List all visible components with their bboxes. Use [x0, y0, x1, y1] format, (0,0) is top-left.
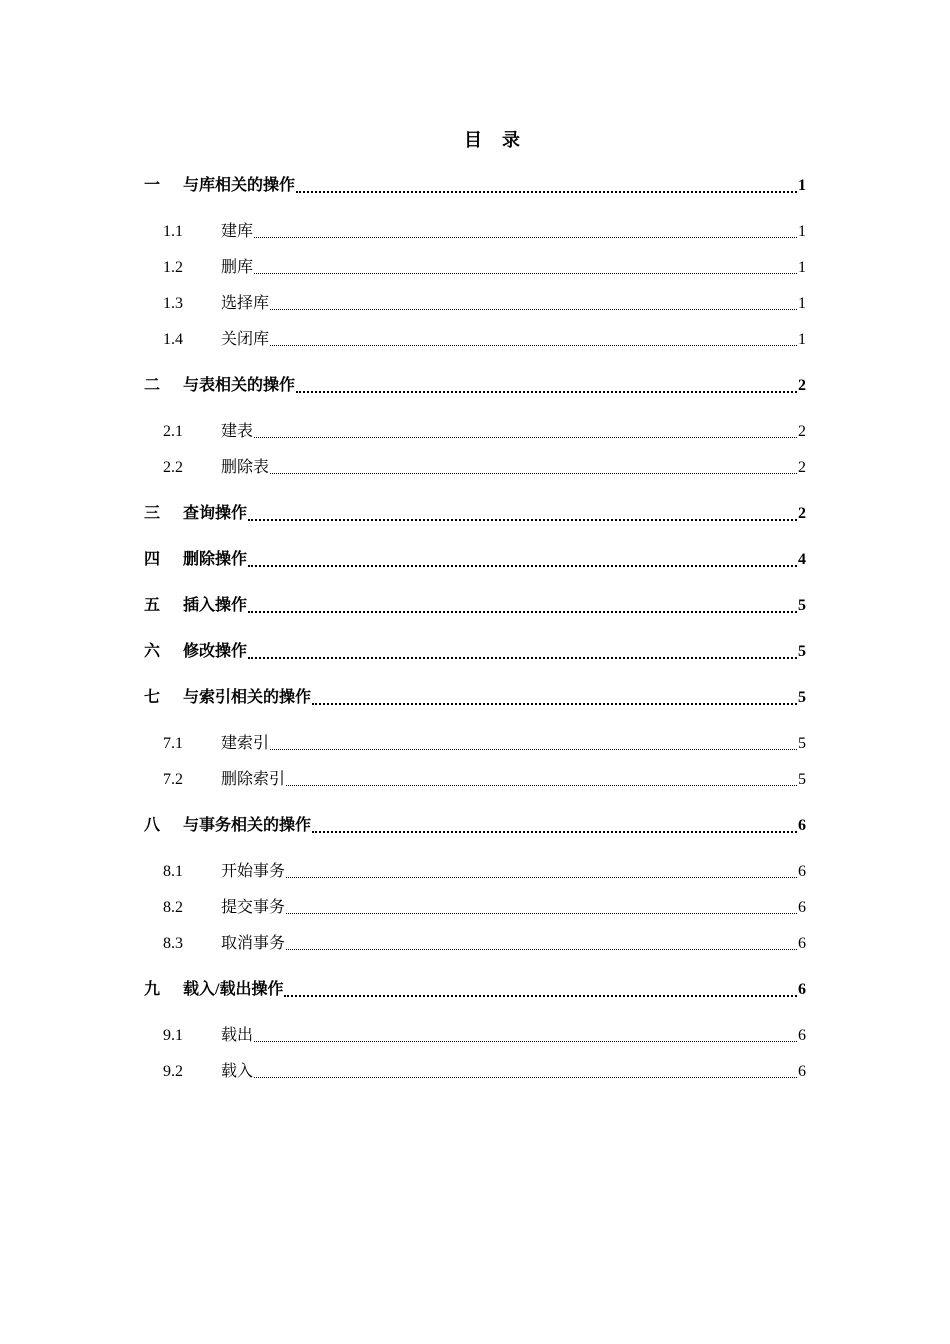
toc-entry-number: 9.1	[163, 1027, 183, 1044]
toc-entry-page: 1	[798, 331, 806, 348]
toc-dot-leader	[248, 549, 797, 571]
toc-entry-number: 五	[144, 597, 161, 614]
toc-entry-label: 与表相关的操作	[183, 377, 296, 394]
toc-entry-label: 与索引相关的操作	[183, 689, 312, 706]
toc-entry-label: 提交事务	[221, 899, 286, 916]
toc-entry[interactable]	[144, 421, 806, 443]
toc-entry[interactable]	[144, 733, 806, 755]
toc-entry-number: 九	[144, 981, 161, 998]
toc-entry-page: 5	[798, 771, 806, 788]
toc-entry-number: 七	[144, 689, 161, 706]
toc-entry-number: 1.2	[163, 259, 183, 276]
toc-entry-number: 四	[144, 551, 161, 568]
toc-entry-number: 7.1	[163, 735, 183, 752]
toc-entry-page: 6	[798, 863, 806, 880]
toc-dot-leader	[254, 221, 797, 243]
toc-entry-number: 三	[144, 505, 161, 522]
toc-entry-number: 一	[144, 177, 161, 194]
toc-title	[0, 128, 950, 152]
toc-title-char-1: 目	[464, 130, 482, 150]
toc-entry[interactable]	[144, 375, 806, 397]
toc-entry[interactable]	[144, 687, 806, 709]
toc-entry-page: 6	[798, 935, 806, 952]
toc-entry-page: 5	[798, 597, 806, 614]
toc-dot-leader	[286, 769, 797, 791]
toc-entry[interactable]	[144, 595, 806, 617]
toc-entry-page: 1	[798, 295, 806, 312]
toc-entry-page: 6	[798, 981, 806, 998]
toc-entry-label: 载出	[221, 1027, 254, 1044]
toc-entry-page: 2	[798, 423, 806, 440]
toc-dot-leader	[254, 257, 797, 279]
toc-dot-leader	[270, 733, 797, 755]
toc-entry-page: 1	[798, 177, 806, 194]
toc-entry-number: 二	[144, 377, 161, 394]
toc-dot-leader	[248, 595, 797, 617]
toc-entry-page: 5	[798, 735, 806, 752]
toc-entry-page: 6	[798, 817, 806, 834]
toc-entry-label: 开始事务	[221, 863, 286, 880]
toc-dot-leader	[296, 375, 797, 397]
toc-entry-label: 插入操作	[183, 597, 248, 614]
toc-entry-number: 2.1	[163, 423, 183, 440]
toc-entry-label: 载入	[221, 1063, 254, 1080]
toc-title-char-2: 录	[502, 130, 520, 150]
toc-dot-leader	[286, 897, 797, 919]
toc-entry-number: 9.2	[163, 1063, 183, 1080]
toc-entry-number: 8.3	[163, 935, 183, 952]
toc-entry-label: 与事务相关的操作	[183, 817, 312, 834]
toc-entry-page: 2	[798, 459, 806, 476]
toc-dot-leader	[284, 979, 797, 1001]
toc-entry-number: 2.2	[163, 459, 183, 476]
toc-dot-leader	[248, 641, 797, 663]
toc-entry-label: 删除索引	[221, 771, 286, 788]
toc-entry-number: 8.2	[163, 899, 183, 916]
toc-entry-label: 建表	[221, 423, 254, 440]
toc-entry-number: 1.4	[163, 331, 183, 348]
toc-entry[interactable]	[144, 257, 806, 279]
toc-entry-label: 删除操作	[183, 551, 248, 568]
toc-entry[interactable]	[144, 175, 806, 197]
toc-entry[interactable]	[144, 861, 806, 883]
toc-entry-label: 选择库	[221, 295, 270, 312]
toc-dot-leader	[270, 457, 797, 479]
toc-entry-label: 查询操作	[183, 505, 248, 522]
toc-entry-page: 5	[798, 643, 806, 660]
toc-entry-label: 删除表	[221, 459, 270, 476]
toc-entry[interactable]	[144, 815, 806, 837]
toc-entry[interactable]	[144, 457, 806, 479]
toc-entry-number: 八	[144, 817, 161, 834]
toc-dot-leader	[286, 861, 797, 883]
toc-entry-label: 删库	[221, 259, 254, 276]
toc-entry-label: 取消事务	[221, 935, 286, 952]
toc-entry-page: 2	[798, 377, 806, 394]
toc-entry[interactable]	[144, 769, 806, 791]
toc-entry[interactable]	[144, 1061, 806, 1083]
toc-dot-leader	[312, 815, 797, 837]
toc-dot-leader	[296, 175, 797, 197]
toc-entry-page: 1	[798, 259, 806, 276]
toc-entry-page: 6	[798, 1063, 806, 1080]
toc-dot-leader	[270, 293, 797, 315]
toc-entry-number: 8.1	[163, 863, 183, 880]
toc-entry[interactable]	[144, 549, 806, 571]
toc-dot-leader	[254, 421, 797, 443]
toc-entry-label: 关闭库	[221, 331, 270, 348]
toc-dot-leader	[254, 1061, 797, 1083]
toc-dot-leader	[254, 1025, 797, 1047]
toc-entry[interactable]	[144, 221, 806, 243]
toc-entry[interactable]	[144, 897, 806, 919]
toc-entry-page: 6	[798, 1027, 806, 1044]
toc-entry-page: 1	[798, 223, 806, 240]
toc-entry-page: 2	[798, 505, 806, 522]
toc-entry-label: 与库相关的操作	[183, 177, 296, 194]
toc-entry[interactable]	[144, 293, 806, 315]
toc-entry-label: 载入/载出操作	[183, 981, 284, 998]
toc-entry-number: 7.2	[163, 771, 183, 788]
toc-entry[interactable]	[144, 1025, 806, 1047]
toc-entry-number: 1.1	[163, 223, 183, 240]
toc-entry-label: 修改操作	[183, 643, 248, 660]
toc-entry[interactable]	[144, 641, 806, 663]
toc-entry[interactable]	[144, 503, 806, 525]
toc-entry[interactable]	[144, 329, 806, 351]
toc-entry[interactable]	[144, 933, 806, 955]
toc-entry-page: 6	[798, 899, 806, 916]
toc-entry-label: 建索引	[221, 735, 270, 752]
toc-dot-leader	[248, 503, 797, 525]
toc-entry-page: 4	[798, 551, 806, 568]
toc-entry-page: 5	[798, 689, 806, 706]
toc-entry-number: 六	[144, 643, 161, 660]
toc-entry-number: 1.3	[163, 295, 183, 312]
toc-dot-leader	[286, 933, 797, 955]
toc-dot-leader	[312, 687, 797, 709]
toc-entry-label: 建库	[221, 223, 254, 240]
toc-entry[interactable]	[144, 979, 806, 1001]
toc-dot-leader	[270, 329, 797, 351]
